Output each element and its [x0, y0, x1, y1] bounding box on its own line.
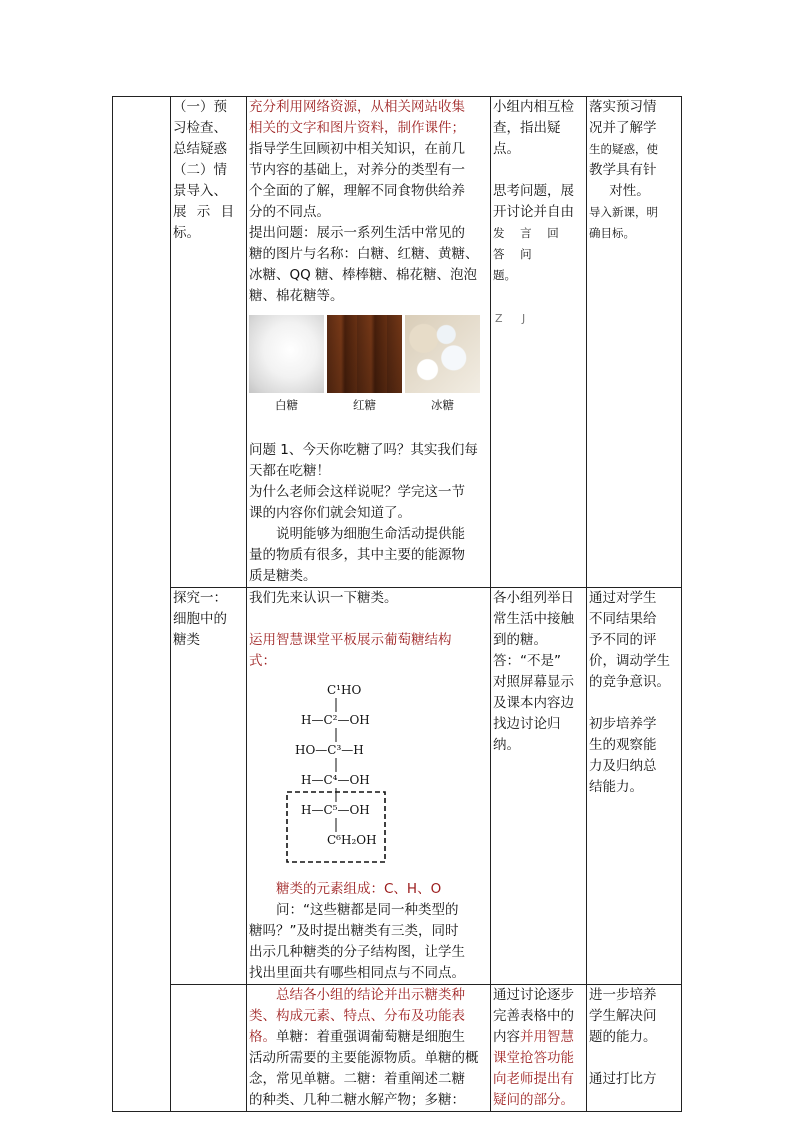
text-line: 思考问题，展: [493, 183, 574, 199]
text-line: 及课本内容边: [493, 695, 574, 711]
formula-c5: H—C⁵—OH: [301, 803, 370, 817]
text-line: 问题 1、今天你吃糖了吗？其实我们每: [249, 442, 478, 458]
text-line: 出示几种糖类的分子结构图，让学生: [249, 944, 465, 960]
text-line: 质是糖类。: [249, 568, 317, 584]
text-line: 纳。: [493, 737, 520, 753]
red-text-line: 相关的文字和图片资料，制作课件；: [249, 120, 465, 136]
red-text-line: 充分利用网络资源，从相关网站收集: [249, 99, 465, 115]
formula-c3: HO—C³—H: [295, 743, 364, 757]
photo-caption: 红糖: [353, 398, 376, 412]
red-text-line: 类、构成元素、特点、分布及功能表: [249, 1008, 465, 1024]
text-line: 通过讨论逐步: [493, 987, 574, 1003]
stage-line: （二）情: [173, 162, 227, 178]
text-line: 完善表格中的: [493, 1008, 574, 1024]
formula-c4: H—C⁴—OH: [301, 773, 370, 787]
glucose-structure-diagram: [281, 680, 391, 866]
red-text-line: 向老师提出有: [493, 1071, 574, 1087]
rock-sugar-photo: [405, 315, 480, 415]
text-span: 单糖：着重强调葡萄糖是细胞生: [276, 1029, 465, 1045]
stage-line: 糖类: [173, 632, 200, 648]
text-line: 力及归纳总: [589, 758, 657, 774]
teacher-activity-cell: [247, 588, 491, 985]
text-line: 生的疑惑，使: [589, 142, 658, 156]
text-line: 开讨论并自由: [493, 204, 574, 220]
stage-cell: [171, 985, 247, 1112]
text-line: 答：“不是”: [493, 653, 561, 669]
text-line: 通过打比方: [589, 1071, 657, 1087]
text-span: 内容: [493, 1029, 520, 1045]
photo-caption: 冰糖: [431, 398, 454, 412]
red-text-line: 式：: [249, 653, 276, 669]
white-sugar-image: [249, 315, 324, 393]
stage-cell: [171, 97, 247, 588]
lesson-plan-table: [112, 96, 682, 1112]
text-line: 分的不同点。: [249, 204, 330, 220]
text-line: 课的内容你们就会知道了。: [249, 505, 411, 521]
student-activity-cell: [491, 588, 587, 985]
text-line: 生的观察能: [589, 737, 657, 753]
text-line: 价，调动学生: [589, 653, 670, 669]
brown-sugar-image: [327, 315, 402, 393]
rock-sugar-image: [405, 315, 480, 393]
student-activity-cell: [491, 97, 587, 588]
text-line: 天都在吃糖！: [249, 463, 330, 479]
text-line: 确目标。: [589, 226, 635, 240]
sugar-photo-strip: [249, 315, 480, 415]
stage-line: 探究一：: [173, 590, 227, 606]
stage-line: （一）预: [173, 99, 227, 115]
red-text-span: 并用智慧: [520, 1029, 574, 1045]
stage-line: 展 示 目: [173, 204, 238, 220]
text-line: 各小组列举日: [493, 590, 574, 606]
red-text-line: 运用智慧课堂平板展示葡萄糖结构: [249, 632, 452, 648]
red-text-line: 课堂抢答功能: [493, 1050, 574, 1066]
formula-c2: H—C²—OH: [301, 713, 370, 727]
text-line: 找出里面共有哪些相同点与不同点。: [249, 965, 465, 981]
text-line: 活动所需要的主要能源物质。单糖的概: [249, 1050, 479, 1066]
text-line: 为什么老师会这样说呢？学完这一节: [249, 484, 465, 500]
text-line: 冰糖、QQ 糖、棒棒糖、棉花糖、泡泡: [249, 267, 478, 283]
text-line: 通过对学生: [589, 590, 657, 606]
text-line: 予不同的评: [589, 632, 657, 648]
text-line: 况并了解学: [589, 120, 657, 136]
text-line: 的种类、几种二糖水解产物；多糖：: [249, 1092, 465, 1108]
table-row: [113, 97, 682, 588]
red-text-line: 总结各小组的结论并出示糖类种: [276, 987, 465, 1003]
text-line: 常生活中接触: [493, 611, 574, 627]
photo-caption: 白糖: [275, 398, 298, 412]
brown-sugar-photo: [327, 315, 402, 415]
text-line: [493, 1027, 584, 1048]
text-line: 初步培养学: [589, 716, 657, 732]
text-line: 题。: [493, 268, 516, 282]
formula-c1: C¹HO: [327, 683, 362, 697]
text-line: [249, 1027, 488, 1048]
text-line: 进一步培养: [589, 987, 657, 1003]
teacher-activity-cell: [247, 985, 491, 1112]
text-line: 发 言 回 答 问: [493, 226, 565, 261]
blank-column-cell: [113, 97, 171, 1112]
design-intent-cell: [587, 985, 682, 1112]
stage-line: 习检查、: [173, 120, 227, 136]
red-text-line: 糖类的元素组成：C、H、O: [276, 881, 442, 897]
text-line: 到的糖。: [493, 632, 547, 648]
text-line: 查，指出疑点。: [493, 120, 561, 157]
design-intent-cell: [587, 588, 682, 985]
student-activity-cell: [491, 985, 587, 1112]
text-line: 量的物质有很多，其中主要的能源物: [249, 547, 465, 563]
text-line: 教学具有针: [589, 162, 657, 178]
text-line: 结能力。: [589, 779, 643, 795]
text-line: 我们先来认识一下糖类。: [249, 590, 398, 606]
text-line: 学生解决问: [589, 1008, 657, 1024]
text-line: 个全面的了解，理解不同食物供给养: [249, 183, 465, 199]
text-line: 问：“这些糖都是同一种类型的: [276, 902, 459, 918]
table-row: [113, 985, 682, 1112]
red-text-line: 疑问的部分。: [493, 1092, 574, 1108]
text-line: 糖、棉花糖等。: [249, 288, 344, 304]
stage-cell: [171, 588, 247, 985]
stage-line: 总结疑惑: [173, 141, 227, 157]
white-sugar-photo: [249, 315, 324, 415]
text-line: 糖的图片与名称：白糖、红糖、黄糖、: [249, 246, 479, 262]
formula-c6: C⁶H₂OH: [327, 833, 377, 847]
stage-line: 细胞中的: [173, 611, 227, 627]
teacher-activity-cell: [247, 97, 491, 588]
text-line: 导入新课，明: [589, 205, 658, 219]
table-row: [113, 588, 682, 985]
text-line: 落实预习情: [589, 99, 657, 115]
text-line: 题的能力。: [589, 1029, 657, 1045]
text-line: 糖吗？”及时提出糖类有三类，同时: [249, 923, 459, 939]
text-line: 节内容的基础上，对养分的类型有一: [249, 162, 465, 178]
text-line: 说明能够为细胞生命活动提供能: [276, 526, 465, 542]
stage-line: 标。: [173, 225, 200, 241]
stray-marks: Z J: [495, 312, 534, 325]
text-line: 小组内相互检: [493, 99, 574, 115]
text-line: 指导学生回顾初中相关知识，在前几: [249, 141, 465, 157]
text-line: 的竞争意识。: [589, 674, 670, 690]
design-intent-cell: [587, 97, 682, 588]
text-line: 念，常见单糖。二糖：着重阐述二糖: [249, 1071, 465, 1087]
text-line: 对照屏幕显示: [493, 674, 574, 690]
red-text-span: 格。: [249, 1029, 276, 1045]
text-line: 找边讨论归: [493, 716, 561, 732]
stage-line: 景导入、: [173, 183, 227, 199]
text-line: 不同结果给: [589, 611, 657, 627]
text-line: 提出问题：展示一系列生活中常见的: [249, 225, 465, 241]
text-line: 对性。: [609, 183, 650, 199]
